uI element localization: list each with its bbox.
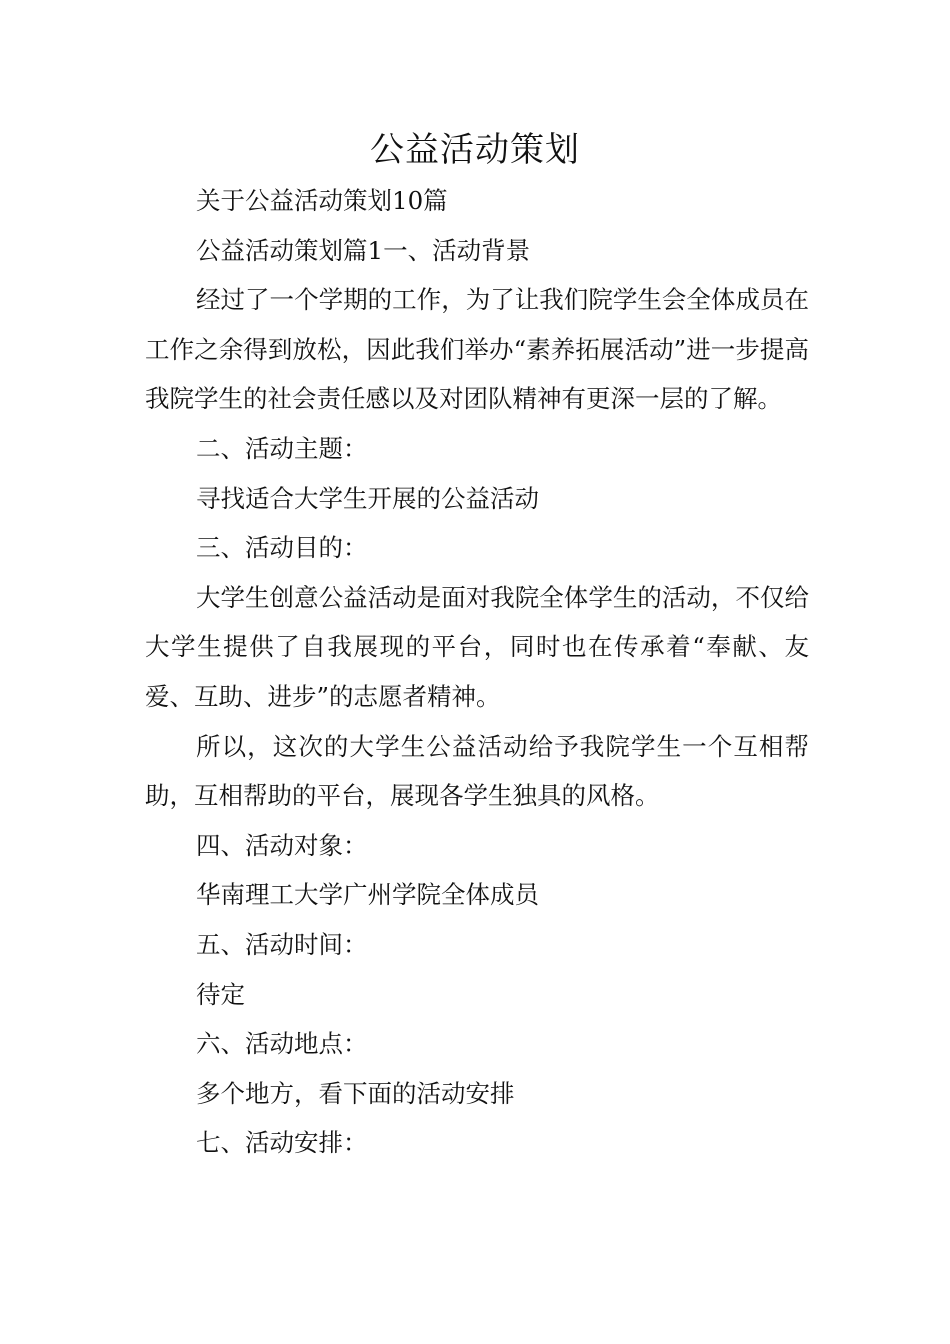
- audience-paragraph: 华南理工大学广州学院全体成员: [196, 880, 539, 910]
- subtitle-paragraph: 关于公益活动策划10篇: [196, 186, 448, 215]
- theme-paragraph: 寻找适合大学生开展的公益活动: [196, 483, 539, 513]
- section-heading-audience: 四、活动对象：: [196, 830, 368, 860]
- document-body: [145, 176, 809, 1168]
- section-heading-purpose: 三、活动目的：: [196, 533, 368, 563]
- location-paragraph: 多个地方，看下面的活动安排: [196, 1078, 515, 1108]
- section-heading-time: 五、活动时间：: [196, 929, 368, 959]
- section-heading-location: 六、活动地点：: [196, 1029, 368, 1059]
- section-heading-theme: 二、活动主题：: [196, 433, 368, 463]
- time-paragraph: 待定: [196, 979, 245, 1009]
- document-title: 公益活动策划: [370, 130, 580, 170]
- section-heading-background: 公益活动策划篇1一、活动背景: [196, 235, 531, 265]
- background-paragraph: 经过了一个学期的工作，为了让我们院学生会全体成员在工作之余得到放松，因此我们举办“素养拓展活动”进一步提高我院学生的社会责任感以及对团队精神有更深一层的了解。: [145, 285, 809, 414]
- purpose-paragraph-2: 所以，这次的大学生公益活动给予我院学生一个互相帮助，互相帮助的平台，展现各学生独具的风格。: [145, 731, 809, 811]
- section-heading-arrangement: 七、活动安排：: [196, 1128, 368, 1158]
- purpose-paragraph: 大学生创意公益活动是面对我院全体学生的活动，不仅给大学生提供了自我展现的平台，同时也在传承着“奉献、友爱、互助、进步”的志愿者精神。: [145, 582, 809, 711]
